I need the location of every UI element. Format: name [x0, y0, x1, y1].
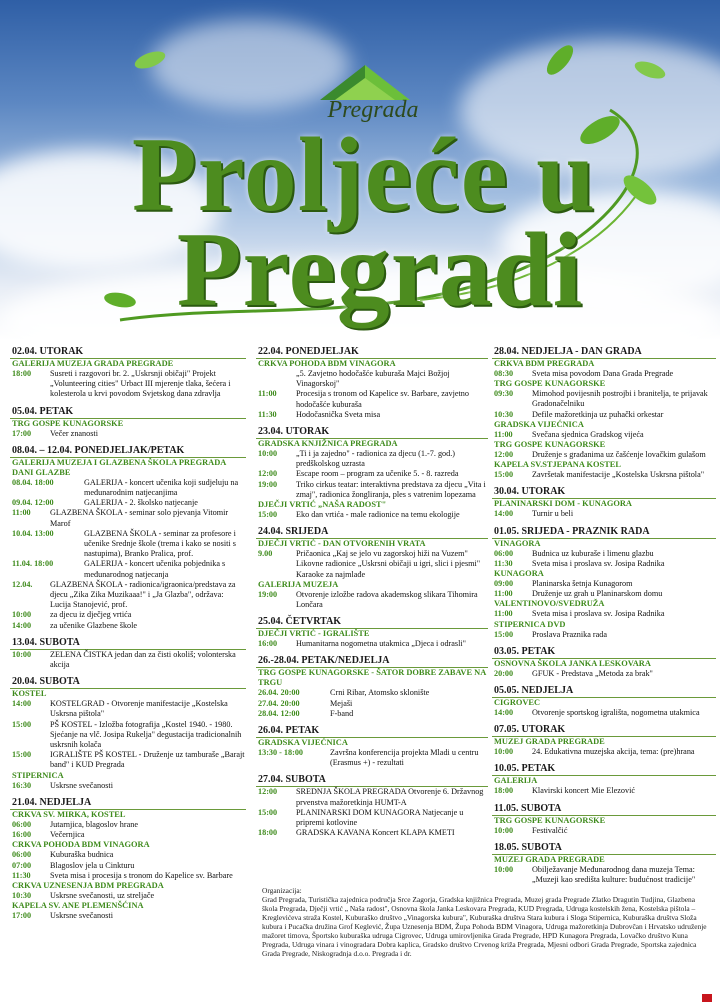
event-time: 10.04. 13:00: [12, 528, 54, 538]
event-time: 11:30: [258, 409, 277, 419]
event-row: [10, 610, 246, 620]
event-description: GRADSKA KAVANA Koncert KLAPA KMETI: [296, 828, 455, 838]
event-description: Jutarnjica, blagoslov hrane: [50, 819, 138, 829]
event-row: [256, 828, 488, 838]
venue-label: GRADSKA KNJIŽNICA PREGRADA: [258, 439, 398, 449]
title-line-2: Pregradi: [176, 211, 584, 328]
day-heading: 27.04. SUBOTA: [256, 774, 488, 787]
event-time: 18:00: [12, 369, 32, 378]
event-time: 13:30 - 18:00: [258, 748, 304, 758]
event-row: [256, 480, 488, 500]
venue-label: CIGROVEC: [494, 698, 541, 708]
event-row: [10, 580, 246, 611]
event-description: Završetak manifestacije „Kostelska Uskrsna pištola": [532, 470, 705, 480]
event-description: PLANINARSKI DOM KUNAGORA Natjecanje u pripremi kotlovine: [296, 807, 464, 828]
event-description: GLAZBENA ŠKOLA - seminar za profesore i učenike Srednje škole (trema i kako se nositi s nastupima), Branko Pralica, prof.: [84, 528, 236, 559]
event-time: 10:00: [12, 649, 32, 659]
event-row: [256, 449, 488, 469]
event-row: [492, 669, 716, 679]
event-row: [256, 639, 488, 649]
event-description: Mejaši: [330, 698, 353, 708]
event-row: [492, 747, 716, 757]
event-time: 16:00: [12, 830, 32, 840]
event-time: 28.04. 12:00: [258, 708, 300, 718]
event-description: ZELENA ČISTKA jedan dan za čisti okoliš; volonterska akcija: [50, 649, 236, 670]
event-time: 16:30: [12, 780, 32, 790]
event-description: GALERIJA - 2. školsko natjecanje: [84, 498, 198, 508]
event-time: 27.04. 20:00: [258, 698, 300, 708]
event-time: 18:00: [494, 786, 514, 796]
event-row: [256, 699, 488, 709]
event-description: Escape room – program za učenike 5. - 8. razreda: [296, 469, 459, 479]
venue-label: TRG GOSPE KUNAGORSKE: [494, 815, 606, 825]
event-time: 15:00: [12, 719, 32, 729]
event-description: SREDNJA ŠKOLA PREGRADA Otvorenje 6. Državnog prvenstva mažoretkinja HUMT-A: [296, 787, 484, 807]
event-row: [256, 369, 488, 389]
day-heading: 08.04. – 12.04. PONEDJELJAK/PETAK: [10, 445, 246, 458]
venue-label: CRKVA UZNESENJA BDM PREGRADA: [12, 880, 164, 890]
event-row: [10, 369, 246, 400]
venue-label: GRADSKA VIJEĆNICA: [258, 738, 348, 748]
event-row: [492, 450, 716, 460]
event-row: [492, 410, 716, 420]
day-heading: 11.05. SUBOTA: [492, 803, 716, 816]
venue-label: GRADSKA VIJEĆNICA: [494, 419, 584, 429]
event-description: Mimohod povijesnih postrojbi i branitelja, te prijavak Gradonačelniku: [532, 389, 708, 409]
event-row: [256, 549, 488, 580]
day-heading: 22.04. PONEDJELJAK: [256, 346, 488, 359]
event-time: 12:00: [494, 450, 514, 460]
event-time: 08:30: [494, 369, 514, 378]
event-description: Uskrsne svečanosti, uz streljače: [50, 890, 155, 900]
event-time: 06:00: [12, 850, 32, 860]
venue-label: VINAGORA: [494, 538, 541, 548]
event-description: Procesija s tronom od Kapelice sv. Barbare, zavjetno hodočašće kuburaša: [296, 389, 469, 409]
event-description: Uskrsne svečanosti: [50, 911, 113, 921]
event-time: 10:00: [494, 864, 514, 874]
event-description: Svečana sjednica Gradskog vijeća: [532, 429, 644, 439]
venue-label: CRKVA BDM PREGRADA: [494, 359, 595, 368]
event-description: GALERIJA - koncert učenika pobjednika s međunarodnog natjecanja: [84, 559, 226, 579]
event-row: [10, 429, 246, 439]
event-row: [256, 808, 488, 828]
event-row: [10, 781, 246, 791]
event-row: [256, 469, 488, 479]
event-row: [10, 850, 246, 860]
day-heading: 18.05. SUBOTA: [492, 842, 716, 855]
event-description: 24. Edukativna muzejska akcija, tema: (pre)hrana: [532, 747, 695, 757]
event-time: 11:00: [258, 389, 277, 399]
event-row: [256, 709, 488, 719]
event-description: Hodočasnička Sveta misa: [296, 409, 381, 419]
event-time: 10:30: [494, 409, 514, 419]
event-description: GFUK - Predstava „Metoda za brak": [532, 668, 653, 678]
venue-label: TRG GOSPE KUNAGORSKE - ŠATOR DOBRE ZABAVE NA TRGU: [258, 668, 486, 688]
event-time: 11.04. 18:00: [12, 559, 54, 569]
venue-label: GALERIJA MUZEJA: [258, 579, 339, 589]
event-time: 14:00: [494, 509, 514, 519]
venue-label: VALENTINOVO/SVEDRUŽA: [494, 599, 605, 609]
venue-label: CRKVA SV. MIRKA, KOSTEL: [12, 809, 126, 819]
event-row: [492, 589, 716, 599]
event-time: 15:00: [12, 750, 32, 760]
event-time: 12:00: [258, 469, 278, 479]
event-description: Eko dan vrtića - male radionice na temu ekologije: [296, 510, 460, 520]
event-row: [492, 430, 716, 440]
event-time: 17:00: [12, 911, 32, 921]
event-row: [10, 720, 246, 751]
day-heading: 24.04. SRIJEDA: [256, 526, 488, 539]
venue-label: KAPELA SV.STJEPANA KOSTEL: [494, 460, 621, 470]
schedule-column-3: [492, 346, 716, 885]
event-time: 10:00: [494, 747, 514, 757]
venue-label: CRKVA POHODA BDM VINAGORA: [258, 359, 396, 368]
event-description: Susreti i razgovori br. 2. „Uskrsnji običaji" Projekt „Volunteering cities" Urbact III mjerenje tlaka, šećera i kolesterola u krvi povodom Svjetskog dana zdravlja: [50, 369, 231, 399]
event-time: 9.00: [258, 549, 273, 559]
event-row: [10, 891, 246, 901]
event-time: 12.04.: [12, 579, 33, 589]
title-line-1: Proljeće u: [131, 116, 597, 233]
event-row: [256, 590, 488, 610]
event-row: [10, 529, 246, 560]
event-description: Proslava Praznika rada: [532, 629, 608, 639]
event-row: [492, 609, 716, 619]
event-row: [10, 650, 246, 670]
event-description: Otvorenje sportskog igrališta, nogometna utakmica: [532, 708, 700, 718]
organizers-block: [262, 886, 712, 958]
event-time: 26.04. 20:00: [258, 688, 300, 698]
event-description: Defile mažoretkinja uz puhački orkestar: [532, 409, 664, 419]
event-time: 14:00: [12, 620, 32, 630]
event-description: IGRALIŠTE PŠ KOSTEL - Druženje uz tamburaše „Barajt band" i KUD Pregrada: [50, 750, 245, 770]
day-heading: 28.04. NEDJELJA - DAN GRADA: [492, 346, 716, 359]
event-row: [492, 549, 716, 559]
event-time: 10:30: [12, 890, 32, 900]
venue-label: MUZEJ GRADA PREGRADE: [494, 737, 605, 747]
event-row: [492, 559, 716, 569]
event-row: [10, 498, 246, 508]
venue-label: STIPERNICA DVD: [494, 619, 566, 629]
day-heading: 10.05. PETAK: [492, 763, 716, 776]
event-description: Triko cirkus teatar: interaktivna predstava za djecu „Vita i zmaj", radionica žongliranja, ples s vatrenim lopezama: [296, 479, 486, 499]
event-row: [10, 871, 246, 881]
venue-label: GALERIJA MUZEJA GRADA PREGRADE: [12, 359, 174, 368]
event-description: Večernjica: [50, 830, 85, 840]
event-row: [492, 470, 716, 480]
event-time: 06:00: [12, 819, 32, 829]
event-time: 09:00: [494, 579, 514, 589]
event-row: [256, 787, 488, 807]
event-time: 06:00: [494, 548, 514, 558]
event-time: 19:00: [258, 479, 278, 489]
event-time: 14:00: [494, 708, 514, 718]
event-description: Obilježavanje Međunarodnog dana muzeja Tema: „Muzeji kao središta kulture: budućnost tradicije": [532, 864, 696, 885]
venue-label: KAPELA SV. ANE PLEMENŠĆINA: [12, 901, 144, 911]
venue-label: TRG GOSPE KUNAGORSKE: [494, 379, 606, 389]
day-heading: 25.04. ČETVRTAK: [256, 616, 488, 629]
event-description: Budnica uz kuburaše i limenu glazbu: [532, 548, 654, 558]
event-time: 19:00: [258, 589, 278, 599]
event-description: Završna konferencija projekta Mladi u centru (Erasmus +) - rezultati: [330, 748, 479, 768]
event-description: PŠ KOSTEL - Izložba fotografija „Kostel 1940. - 1980. Sjećanje na vlč. Josipa Rukelja" degustacija tradicionalnih uskrsnih kolača: [50, 719, 242, 750]
event-description: „Ti i ja zajedno" - radionica za djecu (1.-7. god.) predškolskog uzrasta: [296, 449, 456, 469]
event-row: [10, 699, 246, 719]
venue-label: DJEČJI VRTIĆ - IGRALIŠTE: [258, 629, 370, 639]
event-time: 09.04. 12:00: [12, 498, 54, 508]
event-description: Druženje uz grah u Planinarskom domu: [532, 589, 663, 599]
header-banner: [0, 0, 720, 340]
event-time: 12:00: [258, 787, 278, 797]
event-description: KOSTELGRAD - Otvorenje manifestacije „Kostelska Uskrsna pištola": [50, 699, 228, 719]
event-description: Sveta misa i procesija s tronom do Kapelice sv. Barbare: [50, 870, 233, 880]
event-row: [10, 478, 246, 498]
event-description: Pričaonica „Kaj se jelo vu zagorskoj hiži na Vuzem" Likovne radionice „Uskrsni običaji u igri, slici i pjesmi" Karaoke za najmlađe: [296, 549, 481, 579]
event-row: [492, 865, 716, 885]
schedule-column-1: [10, 346, 246, 921]
event-row: [256, 510, 488, 520]
event-time: 11:00: [12, 508, 31, 518]
event-row: [492, 630, 716, 640]
venue-label: OSNOVNA ŠKOLA JANKA LESKOVARA: [494, 658, 651, 668]
day-heading: 20.04. SUBOTA: [10, 676, 246, 689]
day-heading: 05.04. PETAK: [10, 406, 246, 419]
event-description: za djecu iz dječjeg vrtića: [50, 610, 132, 620]
day-heading: 13.04. SUBOTA: [10, 637, 246, 650]
day-heading: 21.04. NEDJELJA: [10, 797, 246, 810]
event-row: [10, 911, 246, 921]
venue-label: KUNAGORA: [494, 569, 544, 579]
event-row: [492, 826, 716, 836]
day-heading: 26.-28.04. PETAK/NEDJELJA: [256, 655, 488, 668]
event-time: 17:00: [12, 428, 32, 438]
event-row: [10, 508, 246, 528]
event-description: za učenike Glazbene škole: [50, 620, 138, 630]
event-row: [10, 820, 246, 830]
event-description: Crni Ribar, Atomsko sklonište: [330, 688, 430, 698]
day-heading: 05.05. NEDJELJA: [492, 685, 716, 698]
event-time: 10:00: [258, 449, 278, 459]
venue-label: CRKVA POHODA BDM VINAGORA: [12, 840, 150, 850]
event-time: 15:00: [494, 629, 514, 639]
venue-label: STIPERNICA: [12, 770, 64, 780]
venue-label: MUZEJ GRADA PREGRADE: [494, 854, 605, 864]
event-description: Druženje s građanima uz čašćenje lovačkim gulašom: [532, 450, 706, 460]
event-time: 15:00: [258, 807, 278, 817]
event-time: 15:00: [258, 510, 278, 520]
venue-label: KOSTEL: [12, 689, 47, 699]
event-time: 09:30: [494, 389, 514, 399]
event-description: F-band: [330, 708, 354, 718]
event-row: [256, 748, 488, 768]
event-description: Uskrsne svečanosti: [50, 780, 113, 790]
event-time: 14:00: [12, 699, 32, 709]
event-row: [492, 509, 716, 519]
event-time: 10:00: [12, 610, 32, 620]
venue-label: PLANINARSKI DOM - KUNAGORA: [494, 499, 632, 509]
event-row: [492, 389, 716, 409]
venue-label: DJEČJI VRTIĆ - DAN OTVORENIH VRATA: [258, 539, 426, 549]
event-description: Turnir u beli: [532, 509, 574, 519]
event-row: [10, 830, 246, 840]
day-heading: 02.04. UTORAK: [10, 346, 246, 359]
day-heading: 23.04. UTORAK: [256, 426, 488, 439]
event-description: Blagoslov jela u Cinkturu: [50, 860, 135, 870]
event-description: GLAZBENA ŠKOLA - radionica/igraonica/predstava za djecu „Zika Zika Muzikaaa!" i „Ja Glazba", održava: Lucija Stanojević, prof.: [50, 579, 236, 610]
event-row: [256, 410, 488, 420]
event-row: [492, 369, 716, 379]
day-heading: 03.05. PETAK: [492, 646, 716, 659]
organizers-text: Grad Pregrada, Turistička zajednica područja Srce Zagorja, Gradska knjižnica Pregrada, Muzej grada Pregrade Zlatko Dragutin Tudjina, Glazbena škola Pregrada, Dječji vrtić „ Naša radost", Osnovna škola Janka Leskovara Pregrada, KUD Pregrada, Udruga kostelskih žena, Kostelska pištola – Kreglevićeva straža Kostel, Kuburaško društvo „Vinagorska kubura", Kuburaška društva Stara kubura i Sloga Stipernica, Kuburaška društva Složa kubura i Pucačka družina Grof Keglević, Župa Uznesenja BDM, Župa Pohoda BDM Vinagora, Udruga mažoretkinja Dubrovčan i Hrvatsko udruženje mažoret timova, Športsko kuburaška udruga Cigrovec, Udruga umirovljenika Grada Pregrade, HPD Kunagora Pregrada, Lovačko društvo Kuna Pregrada, Udruga vinara i vinogradara Dobra kaplica, Gradsko društvo Crvenog križa Pregrada, Mjesni odbori Grada Pregrade, Sportska zajednica Grada Pregrade, Niskogradnja d.o.o. Pregrada i dr.: [262, 895, 707, 958]
brand-name: Pregrada: [327, 97, 419, 123]
schedule-column-2: [256, 346, 488, 838]
event-description: Planinarska šetnja Kunagorom: [532, 579, 633, 589]
event-row: [492, 708, 716, 718]
day-heading: 30.04. UTORAK: [492, 486, 716, 499]
venue-label: TRG GOSPE KUNAGORSKE: [494, 440, 606, 450]
day-heading: 26.04. PETAK: [256, 725, 488, 738]
event-description: Festivalčić: [532, 825, 568, 835]
organizers-label: Organizacija:: [262, 886, 302, 895]
event-time: 07:00: [12, 860, 32, 870]
event-description: Sveta misa i proslava sv. Josipa Radnika: [532, 609, 665, 619]
event-description: Kuburaška budnica: [50, 850, 114, 860]
event-time: 11:30: [494, 558, 513, 568]
day-heading: 07.05. UTORAK: [492, 724, 716, 737]
event-time: 10:00: [494, 825, 514, 835]
event-time: 11:00: [494, 589, 513, 599]
event-row: [492, 786, 716, 796]
event-time: 11:30: [12, 870, 31, 880]
venue-label: GALERIJA: [494, 776, 538, 786]
event-description: Večer znanosti: [50, 428, 98, 438]
event-description: Sveta misa povodom Dana Grada Pregrade: [532, 369, 674, 378]
event-time: 15:00: [494, 470, 514, 480]
event-time: 08.04. 18:00: [12, 477, 54, 487]
event-time: 18:00: [258, 828, 278, 838]
event-row: [10, 559, 246, 579]
event-description: „5. Zavjetno hodočašće kuburaša Majci Božjoj Vinagorskoj": [296, 369, 450, 389]
footer-logo-icon: [702, 994, 712, 1002]
event-row: [256, 688, 488, 698]
event-description: Humanitarna nogometna utakmica „Djeca i odrasli": [296, 639, 466, 649]
event-time: 11:00: [494, 609, 513, 619]
venue-label: DJEČJI VRTIĆ „NAŠA RADOST": [258, 500, 387, 510]
event-description: Otvorenje izložbe radova akademskog slikara Tihomira Lončara: [296, 589, 478, 610]
event-time: 20:00: [494, 668, 514, 678]
event-row: [10, 861, 246, 871]
event-time: [258, 369, 296, 389]
day-heading: 01.05. SRIJEDA - PRAZNIK RADA: [492, 526, 716, 539]
event-description: Klavirski koncert Mie Elezović: [532, 786, 635, 796]
event-row: [492, 579, 716, 589]
event-description: Sveta misa i proslava sv. Josipa Radnika: [532, 558, 665, 568]
venue-label: GALERIJA MUZEJA I GLAZBENA ŠKOLA PREGRADA DANI GLAZBE: [12, 457, 226, 477]
event-description: GALERIJA - koncert učenika koji sudjeluju na međunarodnim natjecanjima: [84, 477, 239, 498]
venue-label: TRG GOSPE KUNAGORSKE: [12, 418, 124, 428]
event-time: 16:00: [258, 639, 278, 649]
event-row: [256, 389, 488, 409]
event-description: GLAZBENA ŠKOLA - seminar solo pjevanja Vitomir Marof: [50, 508, 229, 528]
event-row: [10, 750, 246, 770]
event-row: [10, 621, 246, 631]
event-time: 11:00: [494, 429, 513, 439]
